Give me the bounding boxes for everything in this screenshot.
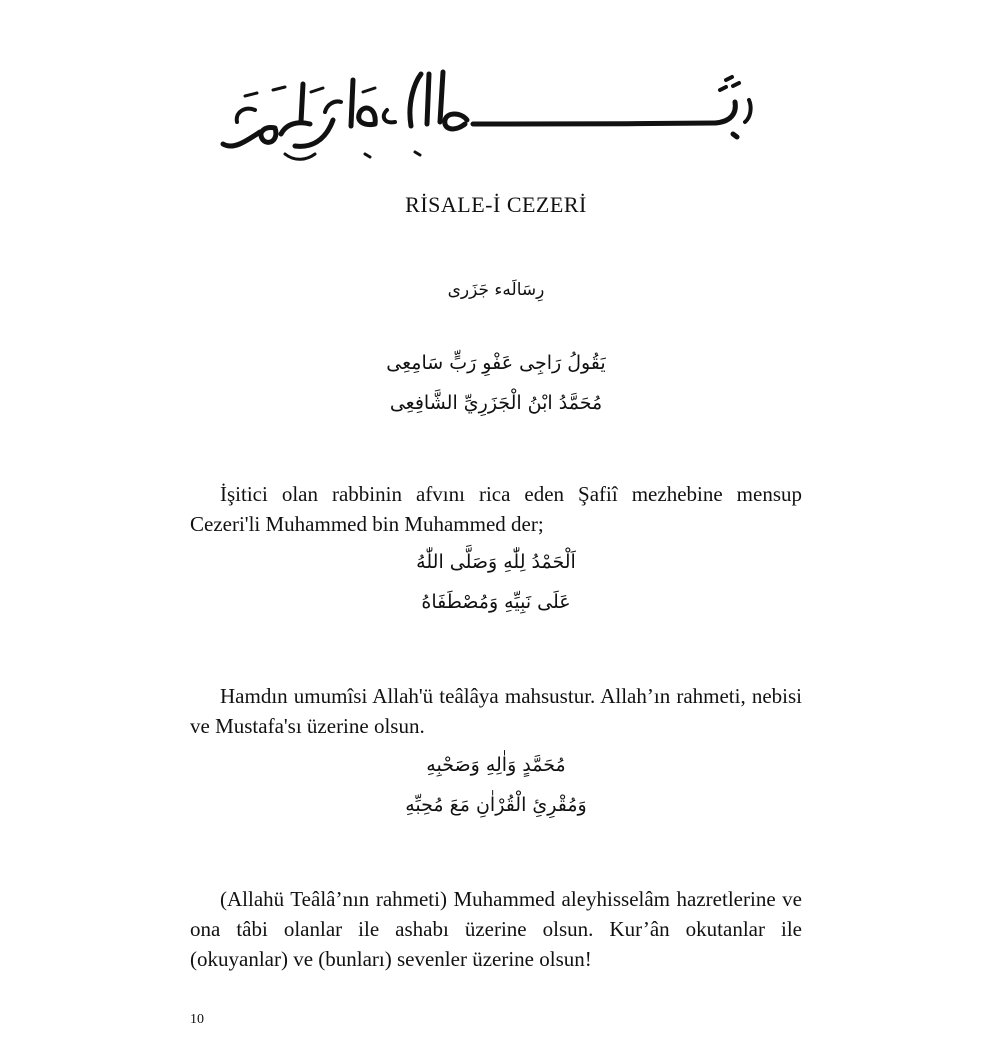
- arabic-verse: يَقُولُ رَاجِى عَفْوِ رَبٍّ سَامِعِى: [386, 352, 606, 374]
- arabic-verse: مُحَمَّدُ ابْنُ الْجَزَرِيِّ الشَّافِعِى: [389, 392, 603, 414]
- arabic-verse: وَمُقْرِئِ الْقُرْاٰنِ مَعَ مُحِبِّهِ: [405, 794, 587, 816]
- translation-paragraph: (Allahü Teâlâ’nın rahmeti) Muhammed aleyhisselâm hazretlerine ve ona tâbi olanlar ile ashabı üzerine olsun. Kur’ân okutanlar ile (okuyanlar) ve (bunları) sevenler üzerine olsun!: [190, 887, 802, 971]
- basmala-text: [215, 82, 760, 117]
- arabic-verse: اَلْحَمْدُ لِلّٰهِ وَصَلَّى اللّٰهُ: [416, 551, 576, 573]
- translation-paragraph: İşitici olan rabbinin afvını rica eden Şafiî mezhebine mensup Cezeri'li Muhammed bin Muhammed der;: [190, 482, 802, 536]
- arabic-verse: مُحَمَّدٍ وَاٰلِهِ وَصَحْبِهِ: [426, 754, 566, 776]
- page-title: RİSALE-İ CEZERİ: [405, 192, 587, 217]
- translation-paragraph: Hamdın umumîsi Allah'ü teâlâya mahsustur. Allah’ın rahmeti, nebisi ve Mustafa'sı üzerine olsun.: [190, 684, 802, 738]
- arabic-title: رِسَالَهء جَزَرى: [447, 280, 545, 300]
- page-number: 10: [190, 1012, 204, 1027]
- basmala-calligraphy: [215, 62, 760, 167]
- arabic-verse: عَلَى نَبِيِّهِ وَمُصْطَفَاهُ: [421, 591, 571, 613]
